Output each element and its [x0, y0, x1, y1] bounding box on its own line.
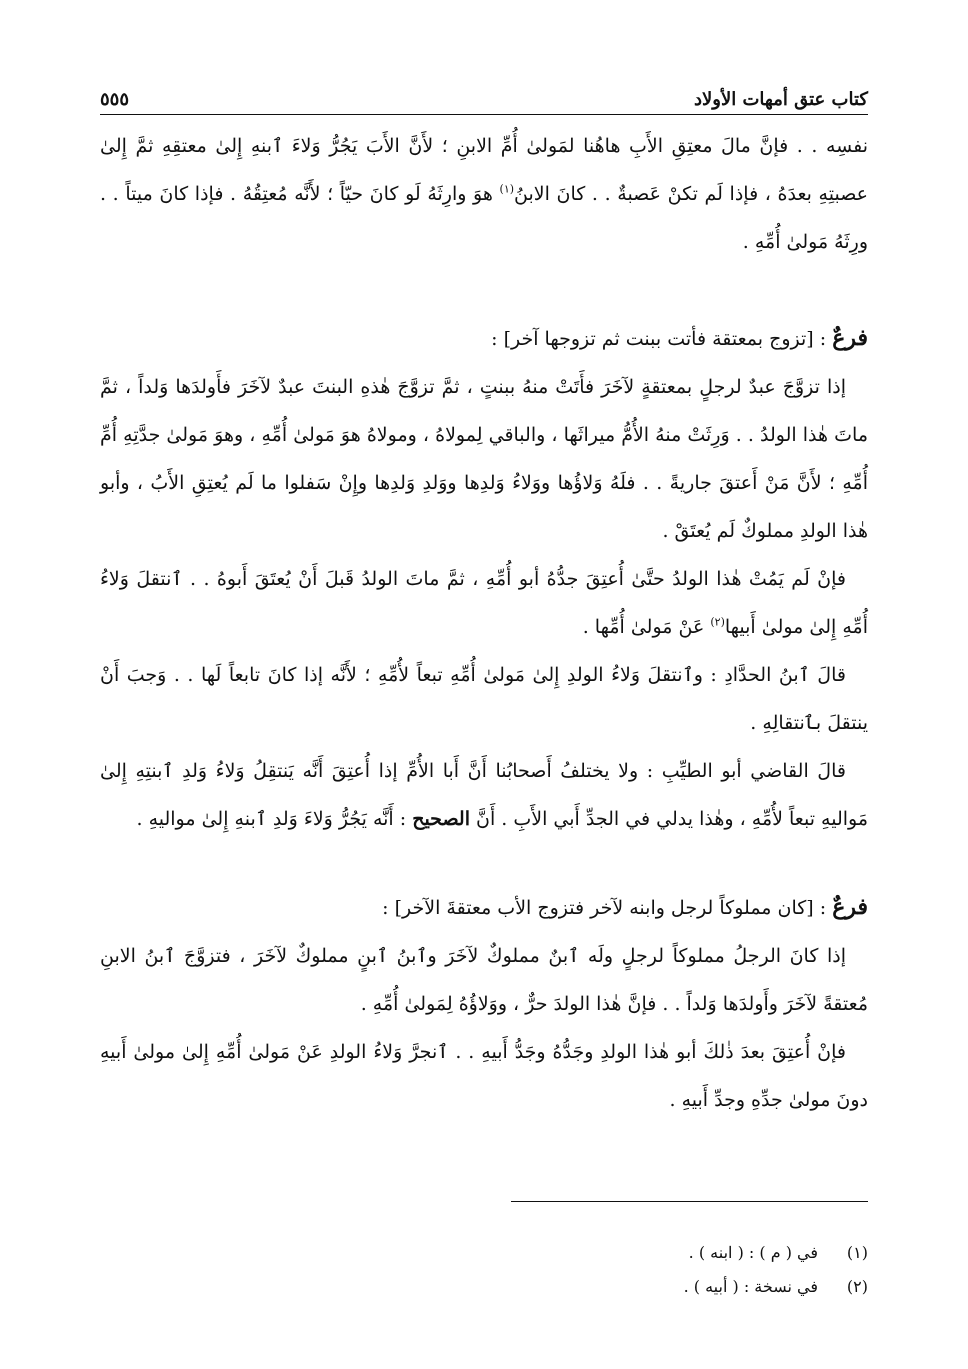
paragraph-5-text: قالَ القاضي أبو الطيِّبِ : ولا يختلفُ أَصحابُنا أَنَّ أَبا الأُمِّ إذا أُعتِقَ أَنَّه يَنتقِلُ وَلاءُ وَلدِ ٱبنتِهِ إِلىٰ مَواليهِ تبعاً لأُمِّهِ ، وهٰذا يدلي في الجدِّ أَبي الأَبِ . أَنَّ: [100, 760, 868, 830]
footnote-rule: [511, 1201, 868, 1202]
footnote-2: [100, 1270, 868, 1304]
far-heading-2: [100, 883, 868, 932]
footnote-text: في نسخة : ( أبيه ) .: [683, 1277, 818, 1296]
far-title: : [كان مملوكاً لرجل وابنه لآخر فتزوج الأب معتقةَ الآخر] :: [382, 897, 833, 919]
far-title: : [تزوج بمعتقة فأتت ببنت ثم تزوجها آخر] :: [491, 328, 833, 350]
paragraph-4: قالَ ٱبنُ الحدَّادِ : وٱنتقلَ وَلاءُ الولدِ إِلىٰ مَولىٰ أُمِّهِ تبعاً لأُمِّهِ ؛ لأَنَّه إذا كانَ تابعاً لَها . . وَجبَ أَنْ ينتقلَ بٱنتقالِهِ .: [100, 664, 868, 734]
far-label: فرعٌ: [832, 894, 868, 920]
section-gap: [100, 843, 868, 883]
footnote-1: [100, 1236, 868, 1270]
footnote-number: (١): [846, 1243, 868, 1262]
paragraph-1: [100, 122, 868, 266]
section-gap: [100, 266, 868, 314]
book-title: كتاب عتق أمهات الأولاد: [693, 89, 868, 110]
paragraph-2: إذا تزوَّجَ عبدٌ لرجلٍ بمعتقةٍ لآخَرَ فأَتَتْ منهُ ببنتٍ ، ثمَّ تزوَّجَ هٰذهِ البنتَ عبدٌ لآخَرَ فأَولدَها وَلداً ، ثمَّ ماتَ هٰذا الولدُ . . وَرِثَتْ منهُ الأُمُّ ميراثَها ، والباقي لِمولاهُ ، ومولاهُ هوَ مَولىٰ أُمِّهِ ، وهوَ مَولىٰ جدَّتِهِ أُمِّ أُمِّهِ ؛ لأَنَّ مَنْ أَعتقَ جاريةً . . فلَهُ وَلاؤُها ووَلاءُ وَلدِها ووَلدِ وَلدِها وإِنْ سَفلوا ما لَم يُعتِقِ الأَبُ ، وأبو هٰذا الولدِ مملوكٌ لَم يُعتَقْ .: [100, 376, 868, 542]
paragraph-3-text: فإنْ لَم يَمُتْ هٰذا الولدُ حتَّىٰ أُعتِقَ جدُّهُ أبو أُمِّهِ ، ثمَّ ماتَ الولدُ قَبلَ أَنْ يُعتَقَ أَبوهُ . . ٱنتقلَ وَلاءُ أُمِّهِ إِلىٰ مولىٰ أَبيها: [100, 568, 868, 638]
paragraph-5-text-end: : أَنَّه يَجُرُّ وَلاءَ وَلدِ ٱبنهِ إِلىٰ مواليهِ .: [136, 808, 413, 830]
paragraph-3: [100, 555, 868, 651]
paragraph-7: فإنْ أُعتِقَ بعدَ ذٰلكَ أبو هٰذا الولدِ وجَدُّهُ وجَدُّ أَبيهِ . . ٱنجرَّ وَلاءُ الولدِ عَنْ مَولىٰ أُمِّهِ إِلىٰ مولىٰ أَبيهِ دونَ مولىٰ جدِّهِ وجدِّ أَبيهِ .: [100, 1041, 868, 1111]
far-label: فرعٌ: [832, 325, 868, 351]
footnotes: [100, 1236, 868, 1304]
paragraph-1-text-end: هوَ وارِثَهُ لَو كانَ حيّاً ؛ لأَنَّه مُعتِقُهُ . فإذا كانَ ميتاً . . ورِثَهُ مَولىٰ أُمِّهِ .: [100, 183, 868, 253]
sahih-term: الصحيح: [412, 808, 470, 830]
far-heading-1: [100, 314, 868, 363]
paragraph-5: [100, 747, 868, 843]
page-number: ٥٥٥: [100, 89, 130, 110]
paragraph-3-text-end: عَنْ مَولىٰ أُمِّها .: [582, 616, 711, 638]
paragraph-6: إذا كانَ الرجلُ مملوكاً لرجلٍ ولَه ٱبنٌ مملوكٌ لآخَرَ وٱبنُ ٱبنٍ مملوكٌ لآخَرَ ، فتزوَّجَ ٱبنُ الابنِ مُعتقةً لآخَرَ وأَولدَها وَلداً . . فإنَّ هٰذا الولدَ حرٌّ ، ووَلاؤُهُ لِمَولىٰ أُمِّهِ .: [100, 945, 868, 1015]
footnote-ref-1: (١): [499, 182, 515, 196]
footnote-ref-2: (٢): [710, 615, 725, 629]
main-text: [100, 122, 868, 1124]
footnote-text: في ( م ) : ( ابنه ) .: [688, 1243, 818, 1262]
paragraph-1-text: نفسِه . . فإنَّ مالَ معتِقِ الأَبِ هاهُنا لمَولىٰ أُمِّ الابنِ ؛ لأَنَّ الأَبَ يَجُرُّ وَلاءَ ٱبنهِ إِلىٰ معتقِهِ ثمَّ إِلىٰ عصبتِهِ بعدَهُ ، فإذا لَم تكنْ عَصبةٌ . . كانَ الابنُ: [100, 135, 869, 205]
footnote-number: (٢): [846, 1277, 868, 1296]
header-rule: [100, 114, 868, 115]
running-header: [100, 84, 868, 110]
